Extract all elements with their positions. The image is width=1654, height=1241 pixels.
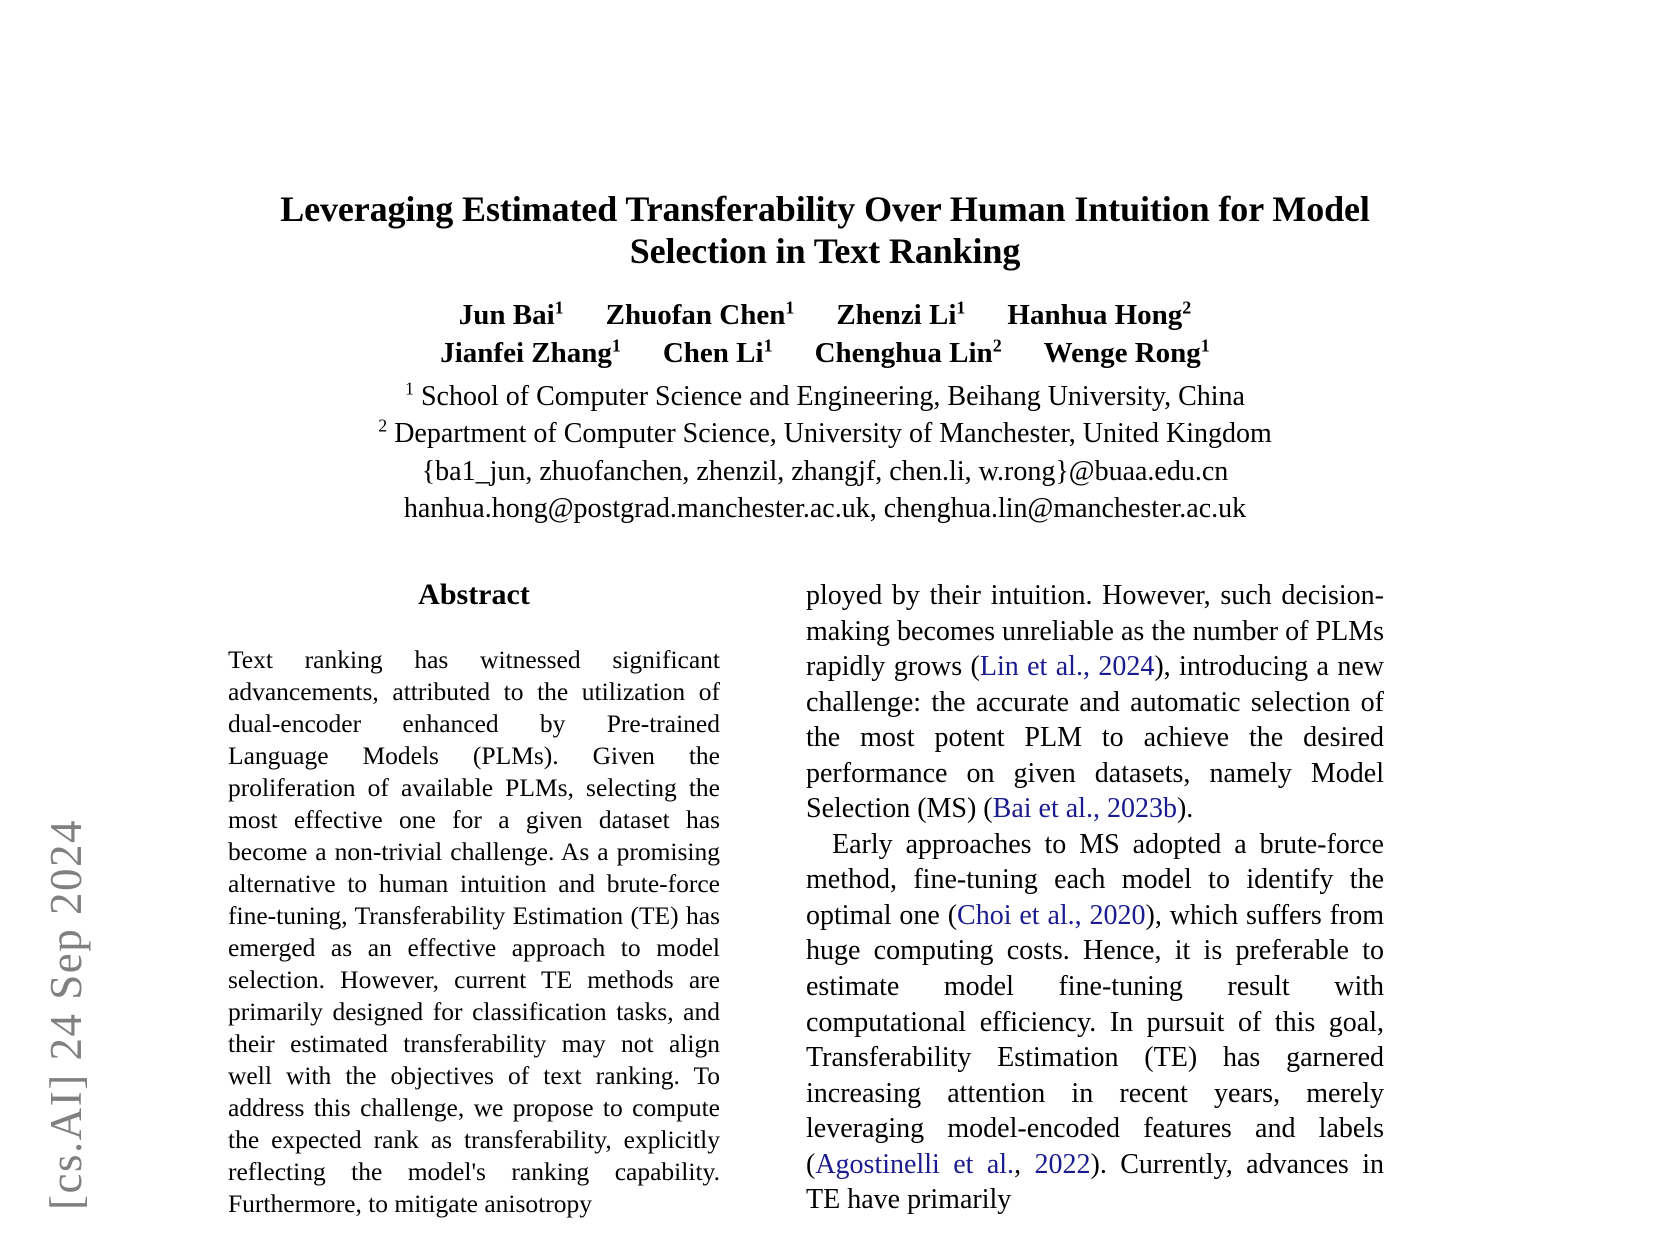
page-title: Leveraging Estimated Transferability Over Human Intuition for Model Selection in Text Ranking: [280, 189, 1370, 272]
author-name: Jun Bai: [458, 298, 555, 331]
abstract-heading: Abstract: [418, 578, 530, 611]
author-affiliation-mark: 1: [611, 334, 621, 355]
author-entry: [1007, 297, 1191, 335]
author-entry: [663, 335, 773, 373]
arxiv-identifier-stamp: [cs.AI] 24 Sep 2024: [41, 819, 91, 1210]
author-entry: [815, 335, 1002, 373]
citation-link[interactable]: Choi et al., 2020: [957, 899, 1146, 931]
email-line: {ba1_jun, zhuofanchen, zhenzil, zhangjf, chen.li, w.rong}@buaa.edu.cn: [421, 456, 1229, 488]
author-affiliation-mark: 1: [785, 297, 795, 318]
author-entry: [606, 297, 795, 335]
author-affiliation-mark: 2: [1182, 297, 1192, 318]
author-name: Jianfei Zhang: [440, 336, 612, 369]
author-affiliation-mark: 1: [554, 297, 564, 318]
paper-masthead: [225, 188, 1425, 528]
author-name: Hanhua Hong: [1007, 298, 1183, 331]
author-row-1: [225, 297, 1425, 335]
body-paragraph: ployed by their intuition. However, such decision-making becomes unreliable as the number of PLMs rapidly grows (Lin et al., 2024), introducing a new challenge: the accurate and automatic selection of the most potent PLM to achieve the desired performance on given datasets, namely Model Selection (MS) (Bai et al., 2023b).: [806, 580, 1384, 825]
author-name: Chen Li: [662, 336, 764, 369]
author-name: Zhenzi Li: [836, 298, 957, 331]
abstract-column: [228, 578, 720, 1220]
author-affiliation-mark: 2: [992, 334, 1002, 355]
affiliation-mark: 1: [405, 378, 414, 399]
citation-link[interactable]: Lin et al., 2024: [979, 651, 1155, 683]
abstract-text: Text ranking has witnessed significant advancements, attributed to the utilization of dual-encoder enhanced by Pre-trained Language Models (PLMs). Given the proliferation of available PLMs, selecting the most effective one for a given dataset has become a non-trivial challenge. As a promising alternative to human intuition and brute-force fine-tuning, Transferability Estimation (TE) has emerged as an effective approach to model selection. However, current TE methods are primarily designed for classification tasks, and their estimated transferability may not align well with the objectives of text ranking. To address this challenge, we propose to compute the expected rank as transferability, explicitly reflecting the model's ranking capability. Furthermore, to mitigate anisotropy: [228, 645, 720, 1218]
affiliation-mark: 2: [378, 415, 388, 436]
email-line: hanhua.hong@postgrad.manchester.ac.uk, chenghua.lin@manchester.ac.uk: [403, 493, 1247, 525]
author-entry: [459, 297, 564, 335]
author-list: [225, 297, 1425, 372]
affiliation-list: [225, 379, 1425, 453]
author-name: Zhuofan Chen: [605, 298, 786, 331]
author-affiliation-mark: 1: [763, 334, 773, 355]
author-entry: [836, 297, 965, 335]
author-affiliation-mark: 1: [956, 297, 966, 318]
contact-emails: [225, 454, 1425, 528]
author-name: Chenghua Lin: [814, 336, 993, 369]
citation-link[interactable]: Bai et al., 2023b: [992, 793, 1177, 825]
citation-link[interactable]: 2022: [1034, 1148, 1091, 1180]
author-name: Wenge Rong: [1043, 336, 1201, 369]
affiliation-line: [225, 379, 1425, 416]
affiliation-text: Department of Computer Science, University of Manchester, United Kingdom: [394, 418, 1272, 450]
body-paragraph: Early approaches to MS adopted a brute-force method, fine-tuning each model to identify the optimal one (Choi et al., 2020), which suffers from huge computing costs. Hence, it is preferable to estimate model fine-tuning result with computational efficiency. In pursuit of this goal, Transferability Estimation (TE) has garnered increasing attention in recent years, merely leveraging model-encoded features and labels (Agostinelli et al., 2022). Currently, advances in TE have primarily: [806, 828, 1385, 1216]
author-affiliation-mark: 1: [1200, 334, 1210, 355]
author-entry: [440, 335, 621, 373]
affiliation-text: School of Computer Science and Engineering, Beihang University, China: [420, 381, 1245, 413]
author-row-2: [225, 335, 1425, 373]
introduction-column: [806, 578, 1384, 1218]
affiliation-line: [225, 416, 1425, 453]
author-entry: [1044, 335, 1210, 373]
citation-link[interactable]: Agostinelli et al.: [815, 1148, 1015, 1180]
